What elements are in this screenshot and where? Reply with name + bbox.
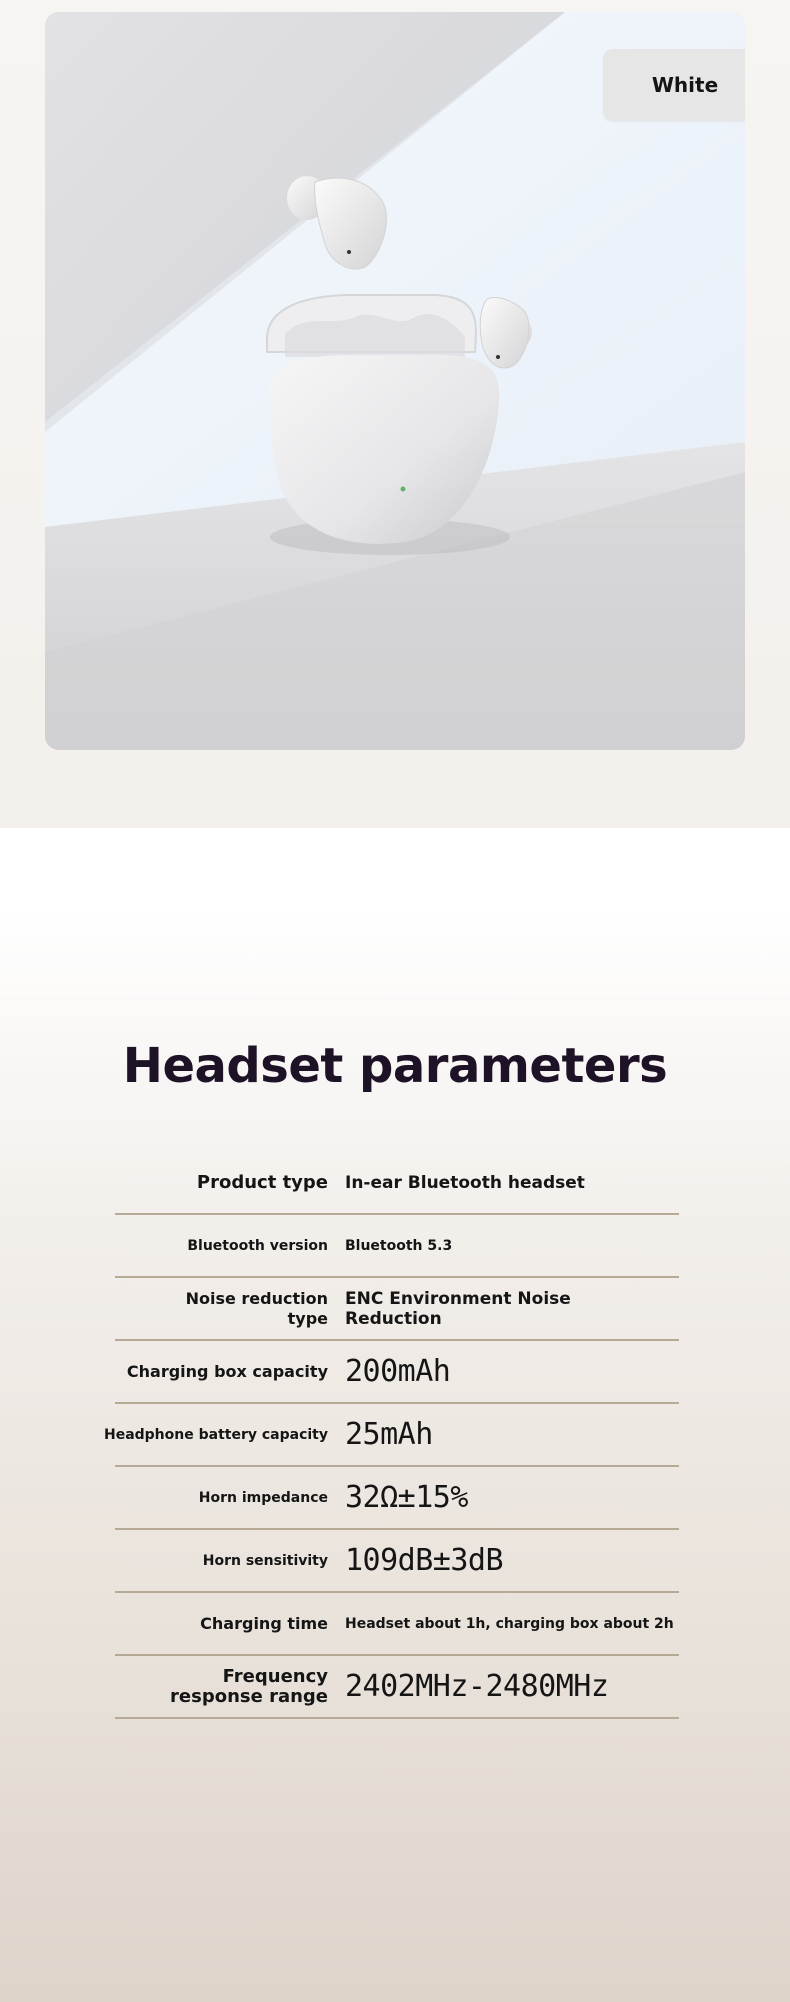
spec-value: In-ear Bluetooth headset bbox=[345, 1172, 585, 1193]
spec-label: Bluetooth version bbox=[187, 1237, 328, 1254]
spec-label bbox=[128, 1656, 328, 1717]
spec-label: Headphone battery capacity bbox=[103, 1426, 328, 1443]
spec-value: 32Ω±15% bbox=[345, 1480, 468, 1515]
table-row bbox=[115, 1467, 679, 1530]
spec-label-line: response range bbox=[170, 1685, 328, 1707]
parameters-title: Headset parameters bbox=[122, 1038, 668, 1094]
spec-label: Product type bbox=[196, 1172, 328, 1193]
spec-value: Headset about 1h, charging box about 2h bbox=[345, 1615, 674, 1632]
spec-value: Bluetooth 5.3 bbox=[345, 1237, 453, 1254]
spec-value: 109dB±3dB bbox=[345, 1543, 504, 1578]
spec-label: Horn sensitivity bbox=[202, 1552, 328, 1569]
spec-label-line: Noise reduction bbox=[185, 1288, 328, 1308]
spec-value: 25mAh bbox=[345, 1417, 433, 1452]
spec-label: Charging box capacity bbox=[126, 1362, 328, 1381]
table-row bbox=[115, 1341, 679, 1404]
table-row bbox=[115, 1656, 679, 1719]
spec-value: 2402MHz-2480MHz bbox=[345, 1669, 609, 1704]
table-row bbox=[115, 1215, 679, 1278]
spec-label bbox=[128, 1278, 328, 1339]
spec-label-line: type bbox=[287, 1308, 328, 1328]
table-row bbox=[103, 1404, 679, 1467]
table-row bbox=[115, 1593, 679, 1656]
spec-table bbox=[103, 1152, 679, 1719]
spec-label: Horn impedance bbox=[198, 1489, 328, 1506]
table-row bbox=[115, 1278, 679, 1341]
spec-value bbox=[345, 1278, 575, 1339]
table-row bbox=[115, 1530, 679, 1593]
spec-label-line: Frequency bbox=[222, 1665, 328, 1687]
section-spacer bbox=[0, 828, 790, 908]
spec-label: Charging time bbox=[200, 1614, 328, 1633]
product-hero-section bbox=[0, 0, 790, 828]
parameters-section bbox=[0, 908, 790, 2002]
spec-value: 200mAh bbox=[345, 1354, 451, 1389]
spec-value-line: Reduction bbox=[345, 1308, 442, 1329]
table-row bbox=[115, 1152, 679, 1215]
color-variant-chip[interactable]: White bbox=[603, 49, 745, 121]
wireless-earbuds-icon bbox=[45, 12, 745, 750]
spec-value-line: ENC Environment Noise bbox=[345, 1288, 571, 1309]
product-image bbox=[45, 12, 745, 750]
